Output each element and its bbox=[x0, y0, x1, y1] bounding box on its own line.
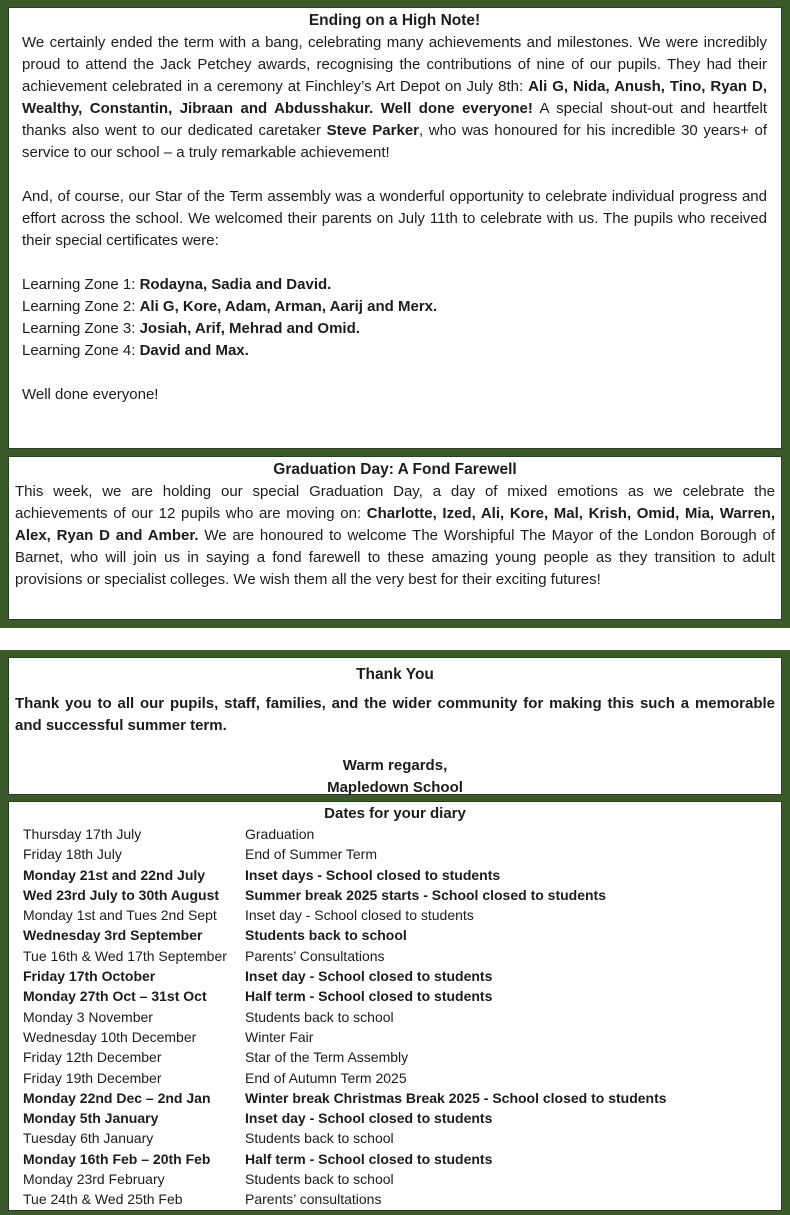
diary-date: Monday 27th Oct – 31st Oct bbox=[23, 988, 207, 1005]
p1-text-a: We certainly ended the term with a bang, celebrating many achievements and milestones. We were incredibly proud to attend the Jack Petchey awards, recognising the contributions of nine of our pupils. They had their achievement celebrated in a ceremony at Finchley’s Art Depot on July 8th: bbox=[22, 34, 767, 95]
diary-event: End of Summer Term bbox=[245, 846, 378, 863]
diary-section bbox=[8, 801, 782, 1211]
diary-event: Inset day - School closed to students bbox=[245, 968, 493, 985]
p1-text-c: A special shout-out and heartfelt thanks also went to our dedicated caretaker bbox=[22, 100, 767, 139]
diary-event: Winter break Christmas Break 2025 - School closed to students bbox=[245, 1089, 667, 1106]
diary-date: Monday 1st and Tues 2nd Sept bbox=[23, 907, 217, 924]
graduation-title: Graduation Day: A Fond Farewell bbox=[273, 461, 517, 478]
newsletter-bottom-frame bbox=[0, 650, 790, 1215]
diary-row bbox=[23, 1128, 667, 1148]
diary-date: Tue 16th & Wed 17th September bbox=[23, 947, 227, 964]
high-note-paragraph-2: And, of course, our Star of the Term assembly was a wonderful opportunity to celebrate individual progress and effort across the school. We welcomed their parents on July 11th to celebrate with us. The pupils who received their special certificates were: bbox=[22, 188, 767, 249]
diary-event: Half term - School closed to students bbox=[245, 1150, 493, 1167]
zone-names: Josiah, Arif, Mehrad and Omid. bbox=[139, 320, 360, 337]
diary-date: Friday 19th December bbox=[23, 1069, 162, 1086]
high-note-section bbox=[8, 7, 782, 449]
diary-row bbox=[23, 966, 667, 986]
diary-row bbox=[23, 1149, 667, 1169]
diary-row bbox=[23, 1007, 667, 1027]
diary-row bbox=[23, 1108, 667, 1128]
grad-text-a: This week, we are holding our special Graduation Day, a day of mixed emotions as we celebrate the achievements of our 12 pupils who are moving on: bbox=[15, 483, 775, 522]
high-note-paragraph-1 bbox=[22, 32, 767, 164]
graduation-section bbox=[8, 456, 782, 620]
p1-text-e: , who was honoured for his incredible 30 years+ of service to our school – a truly remarkable achievement! bbox=[22, 122, 767, 161]
diary-event: Students back to school bbox=[245, 1008, 394, 1025]
thank-you-title: Thank You bbox=[356, 666, 434, 683]
diary-event: Parents’ consultations bbox=[245, 1191, 382, 1208]
zone-label: Learning Zone 2: bbox=[22, 298, 140, 315]
graduating-pupils: Charlotte, Ized, Ali, Kore, Mal, Krish, Omid, Mia, Warren, Alex, Ryan D and Amber. bbox=[15, 505, 776, 544]
diary-event: Inset days - School closed to students bbox=[245, 866, 501, 883]
learning-zone-2 bbox=[22, 296, 767, 318]
diary-row bbox=[23, 1027, 667, 1047]
diary-event: Students back to school bbox=[245, 927, 407, 944]
zone-label: Learning Zone 1: bbox=[22, 276, 140, 293]
learning-zone-3 bbox=[22, 318, 767, 340]
diary-event: Inset day - School closed to students bbox=[245, 1110, 493, 1127]
thank-you-body: Thank you to all our pupils, staff, families, and the wider community for making this such a memorable and successful summer term. bbox=[15, 695, 775, 734]
diary-date: Friday 18th July bbox=[23, 846, 122, 863]
zone-names: Rodayna, Sadia and David. bbox=[139, 276, 332, 293]
diary-date: Wednesday 10th December bbox=[23, 1028, 197, 1045]
diary-event: Winter Fair bbox=[245, 1028, 314, 1045]
zone-names: David and Max. bbox=[139, 342, 249, 359]
diary-date: Friday 12th December bbox=[23, 1049, 162, 1066]
diary-row bbox=[23, 925, 667, 945]
diary-row bbox=[23, 1189, 667, 1209]
signature: Mapledown School bbox=[327, 779, 463, 796]
diary-event: Summer break 2025 starts - School closed to students bbox=[245, 886, 607, 903]
diary-event: Star of the Term Assembly bbox=[245, 1049, 409, 1066]
diary-event: Students back to school bbox=[245, 1130, 394, 1147]
graduation-paragraph bbox=[15, 481, 775, 591]
learning-zone-1 bbox=[22, 274, 767, 296]
diary-title: Dates for your diary bbox=[324, 805, 466, 822]
diary-row bbox=[23, 1047, 667, 1067]
high-note-closing: Well done everyone! bbox=[22, 386, 159, 403]
diary-row bbox=[23, 1068, 667, 1088]
diary-row bbox=[23, 844, 667, 864]
diary-date: Monday 23rd February bbox=[23, 1171, 165, 1188]
diary-date: Wed 23rd July to 30th August bbox=[23, 886, 220, 903]
grad-text-c: We are honoured to welcome The Worshipful The Mayor of the London Borough of Barnet, who will join us in saying a fond farewell to these amazing young people as they transition to adult provisions or specialist colleges. We wish them all the very best for their exciting futures! bbox=[15, 527, 775, 588]
diary-event: Students back to school bbox=[245, 1171, 394, 1188]
diary-date: Monday 22nd Dec – 2nd Jan bbox=[23, 1089, 211, 1106]
award-winners: Ali G, Nida, Anush, Tino, Ryan D, Wealthy, Constantin, Jibraan and Abdusshakur. Well done everyone! bbox=[22, 78, 767, 117]
learning-zone-4 bbox=[22, 340, 767, 362]
diary-date: Tuesday 6th January bbox=[23, 1130, 154, 1147]
diary-row bbox=[23, 986, 667, 1006]
caretaker-name: Steve Parker bbox=[326, 122, 419, 139]
zone-names: Ali G, Kore, Adam, Arman, Aarij and Merx. bbox=[139, 298, 438, 315]
diary-row bbox=[23, 1088, 667, 1108]
diary-event: Parents’ Consultations bbox=[245, 947, 385, 964]
diary-date: Monday 21st and 22nd July bbox=[23, 866, 206, 883]
thank-you-section bbox=[8, 657, 782, 795]
diary-date: Wednesday 3rd September bbox=[23, 927, 203, 944]
diary-date: Friday 17th October bbox=[23, 968, 156, 985]
diary-row bbox=[23, 1169, 667, 1189]
zone-label: Learning Zone 4: bbox=[22, 342, 140, 359]
diary-row bbox=[23, 824, 667, 844]
diary-event: Inset day - School closed to students bbox=[245, 907, 474, 924]
diary-date: Monday 16th Feb – 20th Feb bbox=[23, 1150, 211, 1167]
diary-row bbox=[23, 905, 667, 925]
diary-row bbox=[23, 946, 667, 966]
diary-event: Half term - School closed to students bbox=[245, 988, 493, 1005]
regards-line: Warm regards, bbox=[342, 757, 448, 774]
diary-row bbox=[23, 865, 667, 885]
diary-table bbox=[23, 824, 667, 1210]
high-note-title: Ending on a High Note! bbox=[308, 12, 481, 29]
diary-date: Monday 3 November bbox=[23, 1008, 153, 1025]
diary-row bbox=[23, 885, 667, 905]
diary-date: Monday 5th January bbox=[23, 1110, 159, 1127]
zone-label: Learning Zone 3: bbox=[22, 320, 140, 337]
diary-event: End of Autumn Term 2025 bbox=[245, 1069, 407, 1086]
diary-date: Thursday 17th July bbox=[23, 826, 142, 842]
diary-event: Graduation bbox=[245, 826, 315, 842]
diary-date: Tue 24th & Wed 25th Feb bbox=[23, 1191, 183, 1208]
